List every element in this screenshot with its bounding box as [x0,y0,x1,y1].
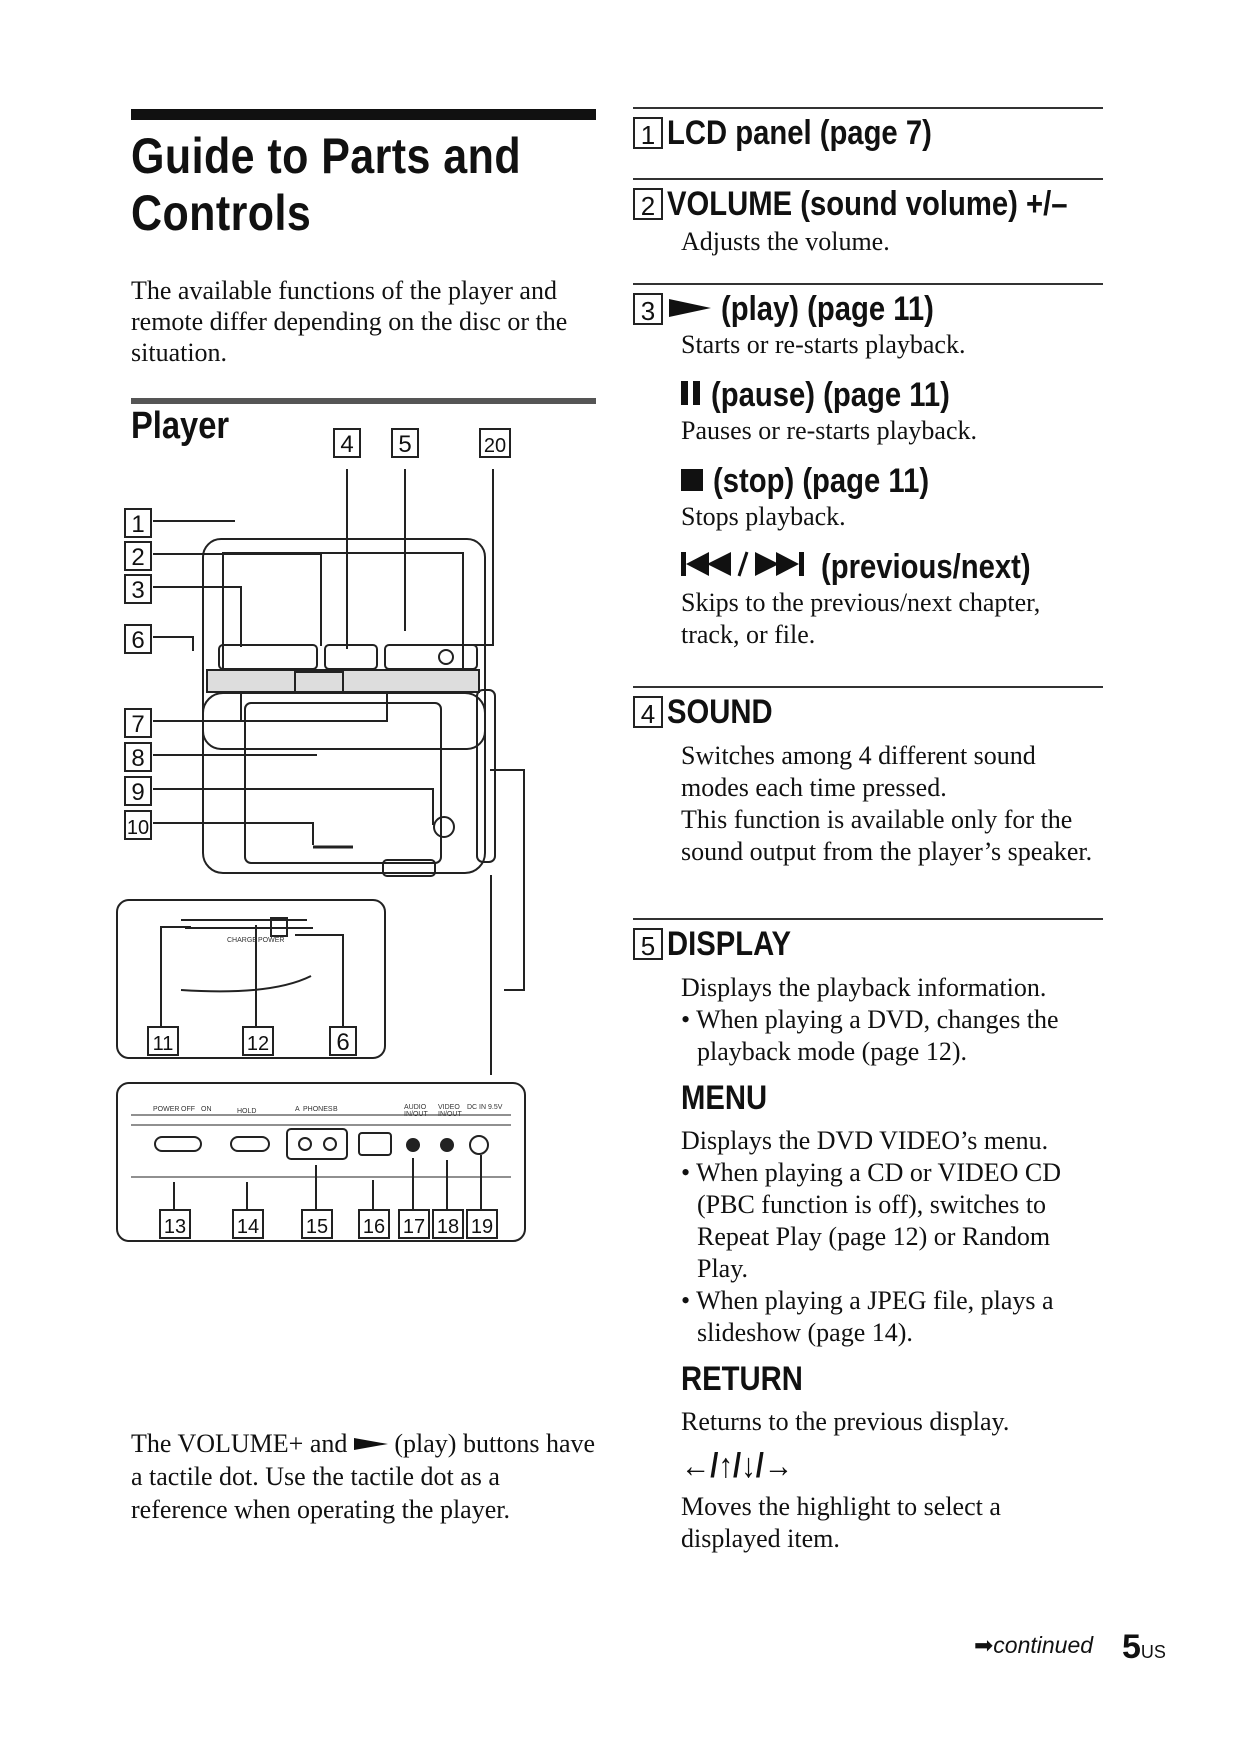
section-1-heading: LCD panel (page 7) [667,114,932,152]
callout-6: 6 [131,627,145,654]
dc-label: DC IN 9.5V [467,1104,503,1111]
callout-1: 1 [131,511,145,538]
power-label-side: POWER [258,937,285,944]
stop-icon [681,461,703,501]
play-icon [354,1427,388,1443]
callout-14: 14 [236,1216,260,1238]
callout-2: 2 [131,544,145,571]
player-heading [131,403,245,449]
callout-13: 13 [163,1216,187,1238]
section-1-num: 1 [633,117,663,149]
power-label: POWER [153,1106,180,1113]
menu-heading: MENU [681,1079,768,1117]
section-2-num: 2 [633,188,663,220]
page-title [131,128,585,242]
title-rule [131,109,596,120]
pause-body: Pauses or re-starts playback. [681,416,978,445]
callout-7: 7 [131,711,145,738]
callout-15: 15 [305,1216,329,1238]
on-label: ON [201,1106,212,1113]
tactile-note [131,1427,601,1526]
section-5-heading: DISPLAY [667,925,792,963]
page-number-suffix: US [1140,1642,1166,1662]
audio-label: AUDIO [404,1104,427,1111]
callout-3: 3 [131,577,145,604]
callout-16: 16 [362,1216,386,1238]
a-label: A [295,1106,300,1113]
display-body: Displays the playback information. [681,973,1047,1002]
lcd-screen [223,553,463,685]
section-4-num: 4 [633,696,663,728]
return-heading: RETURN [681,1360,803,1398]
video-inout-label: IN/OUT [438,1111,462,1118]
audio-inout-label: IN/OUT [404,1111,428,1118]
callout-19: 19 [470,1216,494,1238]
intro-text: The available functions of the player and remote differ depending on the disc or the situation. [131,276,568,367]
section-2-heading: VOLUME (sound volume) +/– [667,185,1068,223]
b-label: B [333,1106,338,1113]
display-button [439,650,453,664]
section-3 [633,283,1103,651]
prev-next-body: Skips to the previous/next chapter, track, or file. [681,588,1041,649]
player-heading-text: Player [131,405,230,447]
play-heading: (play) (page 11) [721,290,934,328]
hold-label: HOLD [237,1108,257,1115]
menu-bullet-2: • When playing a JPEG file, plays a slideshow (page 14). [681,1286,1054,1347]
page-number-value: 5 [1122,1628,1141,1666]
page-number [1122,1628,1166,1667]
player-diagram [125,431,605,1410]
continued-arrow-icon: ➡ [974,1632,994,1658]
section-3-num: 3 [633,293,663,325]
callout-9: 9 [131,779,145,806]
callout-6b: 6 [336,1029,350,1056]
stop-body: Stops playback. [681,502,846,531]
phones-label: PHONES [303,1106,333,1113]
section-4-heading: SOUND [667,693,773,731]
arrows-body: Moves the highlight to select a displayed item. [681,1492,1001,1553]
callout-12: 12 [246,1033,270,1055]
section-1 [633,107,1103,153]
menu-body: Displays the DVD VIDEO’s menu. [681,1126,1049,1155]
charge-label: CHARGE [227,937,257,944]
title-line-2: Controls [131,185,312,241]
tactile-note-prefix: The VOLUME+ and [131,1429,348,1458]
section-2-body: Adjusts the volume. [681,227,890,256]
display-bullet: • When playing a DVD, changes the playback mode (page 12). [681,1005,1059,1066]
section-4-body-1: Switches among 4 different sound modes each time pressed. [681,741,1036,802]
pause-heading: (pause) (page 11) [711,376,950,414]
callout-20: 20 [483,435,507,457]
callout-17: 17 [402,1216,426,1238]
continued-label [974,1632,1093,1659]
play-icon [669,289,711,329]
callout-11: 11 [152,1033,174,1055]
callout-18: 18 [436,1216,460,1238]
continued-text: continued [993,1632,1094,1658]
return-body: Returns to the previous display. [681,1407,1010,1436]
callout-5: 5 [398,431,412,458]
callout-8: 8 [131,745,145,772]
section-5 [633,918,1103,1555]
callout-4: 4 [340,431,354,458]
play-body: Starts or re-starts playback. [681,330,966,359]
video-label: VIDEO [438,1104,460,1111]
prev-next-heading: (previous/next) [821,548,1031,586]
menu-bullet-1: • When playing a CD or VIDEO CD (PBC function is off), switches to Repeat Play (page 12) or Random Play. [681,1158,1062,1283]
tactile-note-suffix: (play) buttons have a tactile dot. Use the tactile dot as a reference when operating the player. [131,1429,596,1524]
title-line-1: Guide to Parts and [131,128,522,184]
section-2 [633,178,1103,258]
section-5-num: 5 [633,928,663,960]
callout-10: 10 [126,817,150,839]
section-4-body-2: This function is available only for the sound output from the player’s speaker. [681,805,1093,866]
pause-icon [681,375,701,415]
section-4 [633,686,1103,868]
off-label: OFF [181,1106,195,1113]
prev-next-icon [681,547,811,587]
arrows-heading: ←/↑/↓/→ [681,1447,794,1485]
stop-heading: (stop) (page 11) [713,462,930,500]
